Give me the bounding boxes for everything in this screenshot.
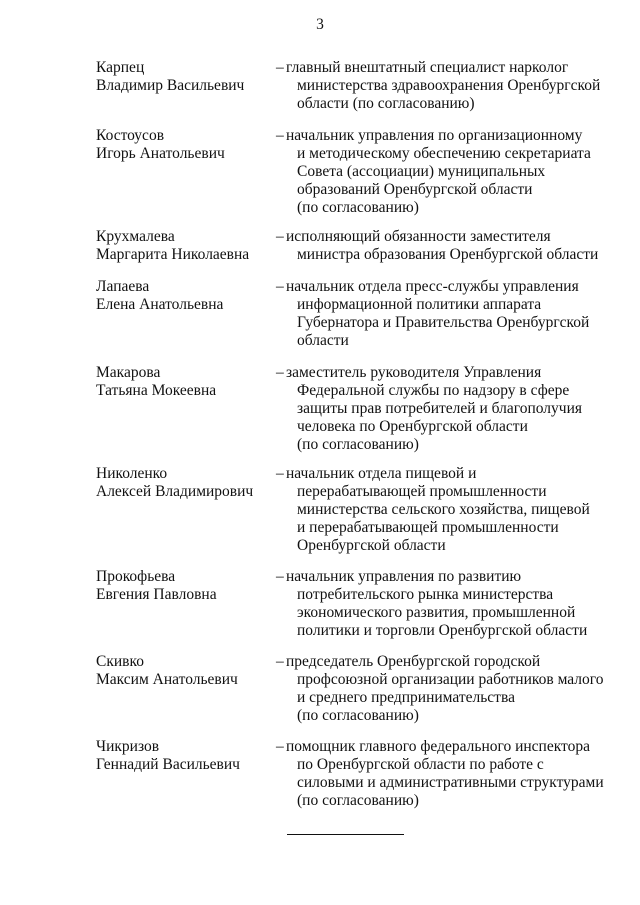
member-surname: Прокофьева [96,568,176,585]
role-line: начальник отдела пищевой и [286,465,477,482]
role-line: (по согласованию) [297,707,419,724]
role-line: (по согласованию) [297,792,419,809]
role-line: заместитель руководителя Управления [286,364,542,381]
member-surname: Костоусов [96,127,165,144]
member-role [286,465,607,555]
member-given-names: Игорь Анатольевич [96,145,225,162]
role-line: помощник главного федерального инспектора [286,738,590,755]
role-line: профсоюзной организации работников малого [297,671,604,688]
member-role [286,364,607,454]
role-line: защиты прав потребителей и благополучия [297,400,583,417]
role-line: Губернатора и Правительства Оренбургской [297,314,590,331]
role-line: (по согласованию) [297,436,419,453]
member-given-names: Алексей Владимирович [96,483,254,500]
member-surname: Крухмалева [96,228,175,245]
role-line: министерства здравоохранения Оренбургской [297,77,601,94]
role-line: области [297,332,349,349]
role-line: экономического развития, промышленной [297,604,576,621]
role-line: перерабатывающей промышленности [297,483,547,500]
member-surname: Чикризов [96,738,160,755]
member-given-names: Маргарита Николаевна [96,246,250,263]
member-name [96,127,266,163]
role-line: Оренбургской области [297,537,446,554]
role-line: начальник управления по развитию [286,568,522,585]
role-line: начальник отдела пресс-службы управления [286,278,579,295]
member-name [96,465,266,501]
member-given-names: Евгения Павловна [96,586,217,603]
role-line: политики и торговли Оренбургской области [297,622,588,639]
role-line: министерства сельского хозяйства, пищевой [297,501,590,518]
dash-separator: – [276,465,284,482]
dash-separator: – [276,568,284,585]
member-role [286,228,607,264]
dash-separator: – [276,738,284,755]
role-line: Совета (ассоциации) муниципальных [297,163,546,180]
member-role [286,278,607,350]
role-line: исполняющий обязанности заместителя [286,228,551,245]
role-line: и методическому обеспечению секретариата [297,145,591,162]
role-line: информационной политики аппарата [297,296,542,313]
member-given-names: Владимир Васильевич [96,77,245,94]
dash-separator: – [276,228,284,245]
dash-separator: – [276,653,284,670]
end-of-list-rule [287,834,404,835]
member-role [286,59,607,113]
member-given-names: Татьяна Мокеевна [96,382,217,399]
role-line: главный внештатный специалист нарколог [286,59,569,76]
role-line: и перерабатывающей промышленности [297,519,559,536]
member-role [286,653,607,725]
role-line: по Оренбургской области по работе с [297,756,544,773]
member-name [96,364,266,400]
role-line: председатель Оренбургской городской [286,653,541,670]
dash-separator: – [276,127,284,144]
role-line: Федеральной службы по надзору в сфере [297,382,570,399]
role-line: человека по Оренбургской области [297,418,528,435]
member-name [96,653,266,689]
member-given-names: Максим Анатольевич [96,671,238,688]
member-name [96,568,266,604]
member-name [96,228,266,264]
member-given-names: Елена Анатольевна [96,296,224,313]
member-name [96,59,266,95]
role-line: министра образования Оренбургской области [297,246,599,263]
role-line: (по согласованию) [297,199,419,216]
member-surname: Скивко [96,653,144,670]
member-surname: Макарова [96,364,161,381]
role-line: области (по согласованию) [297,95,475,112]
role-line: потребительского рынка министерства [297,586,554,603]
role-line: и среднего предпринимательства [297,689,515,706]
member-surname: Лапаева [96,278,150,295]
member-role [286,127,607,217]
member-role [286,568,607,640]
member-name [96,278,266,314]
role-line: силовыми и административными структурами [297,774,604,791]
role-line: начальник управления по организационному [286,127,583,144]
member-surname: Карпец [96,59,145,76]
dash-separator: – [276,364,284,381]
dash-separator: – [276,278,284,295]
page-number: 3 [316,16,324,33]
member-surname: Николенко [96,465,168,482]
member-given-names: Геннадий Васильевич [96,756,240,773]
dash-separator: – [276,59,284,76]
member-role [286,738,607,810]
role-line: образований Оренбургской области [297,181,533,198]
member-name [96,738,266,774]
